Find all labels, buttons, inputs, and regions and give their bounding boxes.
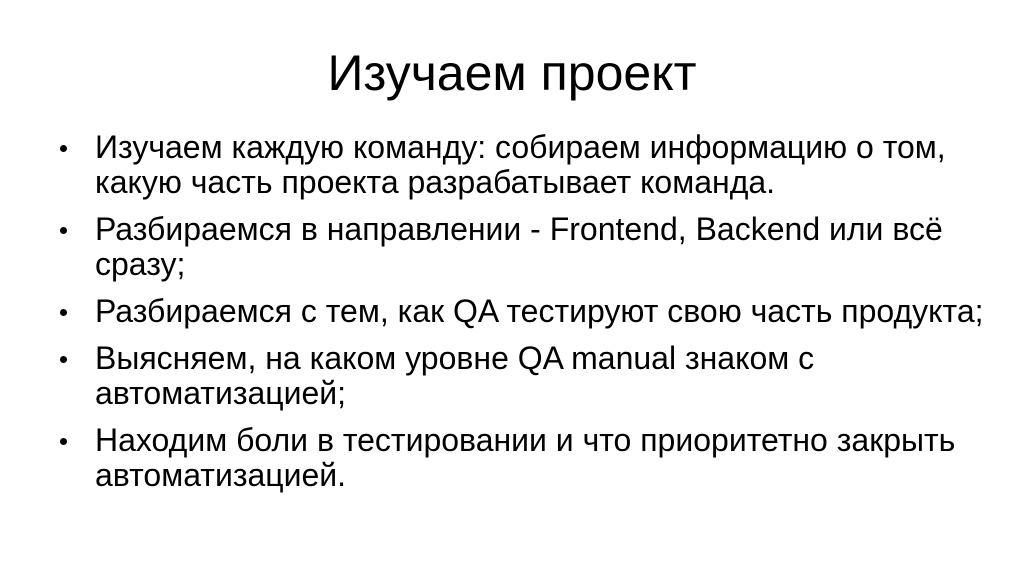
bullet-item <box>54 212 984 282</box>
bullet-list <box>54 130 984 505</box>
bullet-text: Выясняем, на каком уровне QA manual знаком с автоматизацией; <box>95 340 815 411</box>
bullet-dot-icon <box>60 309 67 316</box>
bullet-text: Изучаем каждую команду: собираем информацию о том, какую часть проекта разрабатывает команда. <box>95 129 946 200</box>
bullet-text: Разбираемся в направлении - Frontend, Backend или всё сразу; <box>95 211 943 282</box>
bullet-item <box>54 423 984 493</box>
bullet-dot-icon <box>60 438 67 445</box>
bullet-text: Разбираемся с тем, как QA тестируют свою часть продукта; <box>95 293 984 329</box>
slide-title: Изучаем проект <box>327 45 697 101</box>
bullet-dot-icon <box>60 356 67 363</box>
bullet-item <box>54 294 984 329</box>
bullet-item <box>54 341 984 411</box>
bullet-text: Находим боли в тестировании и что приоритетно закрыть автоматизацией. <box>95 422 956 493</box>
bullet-item <box>54 130 984 200</box>
bullet-dot-icon <box>60 227 67 234</box>
bullet-dot-icon <box>60 145 67 152</box>
